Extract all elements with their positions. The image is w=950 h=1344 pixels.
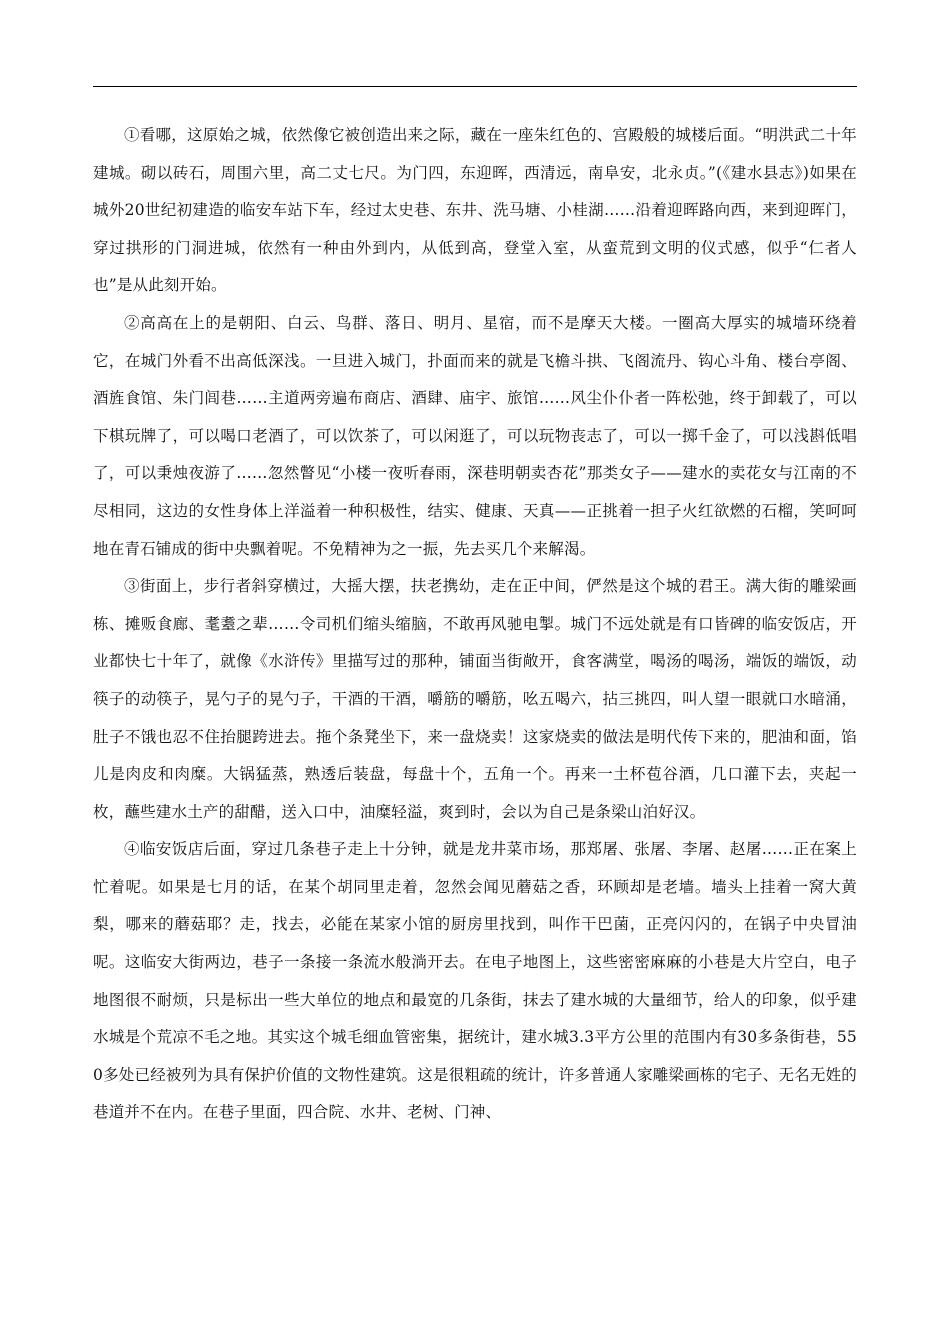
article-body bbox=[93, 117, 857, 1132]
paragraph-1: ①看哪，这原始之城，依然像它被创造出来之际，藏在一座朱红色的、宫殿般的城楼后面。“明洪武二十年建城。砌以砖石，周围六里，高二丈七尺。为门四，东迎晖，西清远，南阜安，北永贞。”(《建水县志》)如果在城外20世纪初建造的临安车站下车，经过太史巷、东井、洗马塘、小桂湖……沿着迎晖路向西，来到迎晖门，穿过拱形的门洞进城，依然有一种由外到内，从低到高，登堂入室，从蛮荒到文明的仪式感，似乎“仁者人也”是从此刻开始。 bbox=[93, 126, 857, 295]
header-rule bbox=[93, 86, 857, 87]
paragraph-2: ②高高在上的是朝阳、白云、鸟群、落日、明月、星宿，而不是摩天大楼。一圈高大厚实的城墙环绕着它，在城门外看不出高低深浅。一旦进入城门，扑面而来的就是飞檐斗拱、飞阁流丹、钩心斗角、楼台亭阁、酒旌食馆、朱门闾巷……主道两旁遍布商店、酒肆、庙宇、旅馆……风尘仆仆者一阵松弛，终于卸载了，可以下棋玩牌了，可以喝口老酒了，可以饮茶了，可以闲逛了，可以玩物丧志了，可以一掷千金了，可以浅斟低唱了，可以秉烛夜游了……忽然瞥见“小楼一夜听春雨，深巷明朝卖杏花”那类女子——建水的卖花女与江南的不尽相同，这边的女性身体上洋溢着一种积极性，结实、健康、天真——正挑着一担子火红欲燃的石榴，笑呵呵地在青石铺成的街中央飘着呢。不免精神为之一振，先去买几个来解渴。 bbox=[93, 313, 857, 558]
paragraph-3: ③街面上，步行者斜穿横过，大摇大摆，扶老携幼，走在正中间，俨然是这个城的君王。满大街的雕梁画栋、摊贩食廊、耄耋之辈……令司机们缩头缩脑，不敢再风驰电掣。城门不远处就是有口皆碑的临安饭店，开业都快七十年了，就像《水浒传》里描写过的那种，铺面当街敞开，食客满堂，喝汤的喝汤，端饭的端饭，动筷子的动筷子，晃勺子的晃勺子，干酒的干酒，嚼筋的嚼筋，吆五喝六，拈三挑四，叫人望一眼就口水暗涌，肚子不饿也忍不住抬腿跨进去。拖个条凳坐下，来一盘烧卖！这家烧卖的做法是明代传下来的，肥油和面，馅儿是肉皮和肉糜。大锅猛蒸，熟透后装盘，每盘十个，五角一个。再来一土杯苞谷酒，几口灌下去，夹起一枚，蘸些建水土产的甜醋，送入口中，油糜轻溢，爽到时，会以为自己是条梁山泊好汉。 bbox=[93, 577, 857, 821]
paragraph-4: ④临安饭店后面，穿过几条巷子走上十分钟，就是龙井菜市场，那郑屠、张屠、李屠、赵屠……正在案上忙着呢。如果是七月的话，在某个胡同里走着，忽然会闻见蘑菇之香，环顾却是老墙。墙头上挂着一窝大黄梨，哪来的蘑菇耶？走，找去，必能在某家小馆的厨房里找到，叫作干巴菌，正亮闪闪的，在锅子中央冒油呢。这临安大街两边，巷子一条接一条流水般淌开去。在电子地图上，这些密密麻麻的小巷是大片空白，电子地图很不耐烦，只是标出一些大单位的地点和最宽的几条街，抹去了建水城的大量细节，给人的印象，似乎建水城是个荒凉不毛之地。其实这个城毛细血管密集，据统计，建水城3.3平方公里的范围内有30多条街巷，550多处已经被列为具有保护价值的文物性建筑。这是很粗疏的统计，许多普通人家雕梁画栋的宅子、无名无姓的巷道并不在内。在巷子里面，四合院、水井、老树、门神、 bbox=[93, 840, 857, 1122]
